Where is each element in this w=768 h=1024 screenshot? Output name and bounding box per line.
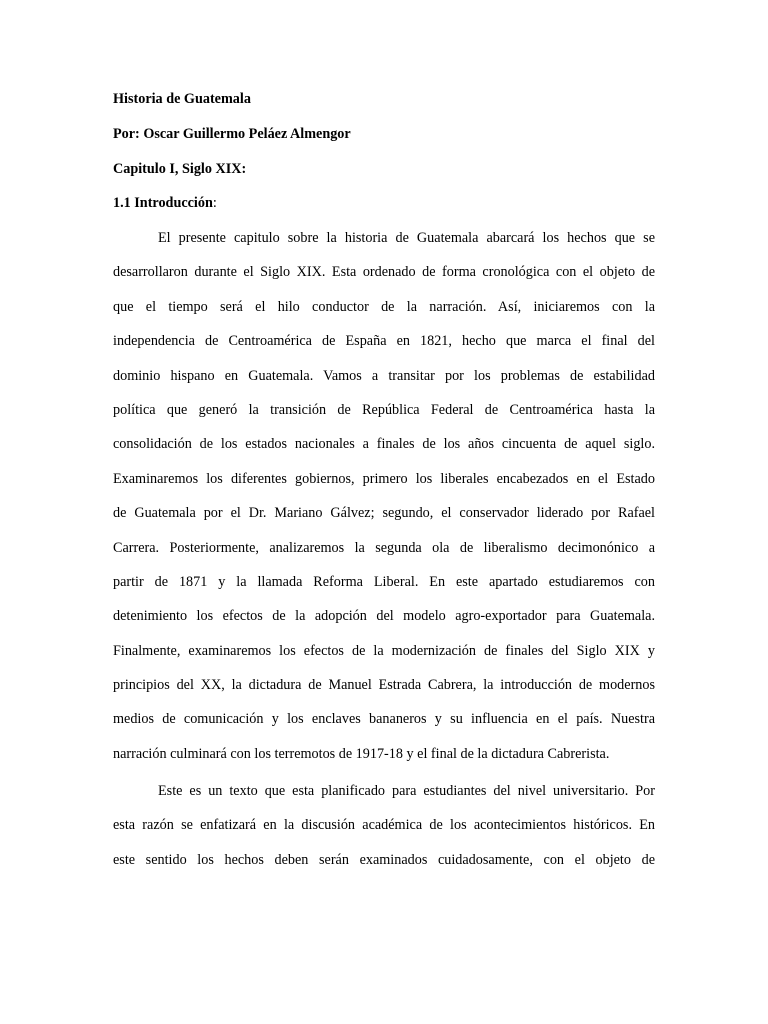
paragraph-line: que el tiempo será el hilo conductor de la narración. Así, iniciaremos con la <box>113 298 655 315</box>
paragraph-introduction <box>113 221 655 771</box>
paragraph-line: narración culminará con los terremotos de 1917-18 y el final de la dictadura Cabrerista. <box>113 745 610 762</box>
section-heading-colon: : <box>212 195 217 211</box>
chapter-heading: Capitulo I, Siglo XIX: <box>113 161 247 177</box>
paragraph-line: consolidación de los estados nacionales a finales de los años cincuenta de aquel siglo. <box>113 436 655 453</box>
section-heading-text: 1.1 Introducción <box>113 195 213 211</box>
paragraph-line: medios de comunicación y los enclaves bananeros y su influencia en el país. Nuestra <box>113 711 655 728</box>
paragraph-line: esta razón se enfatizará en la discusión académica de los acontecimientos históricos. En <box>113 817 655 834</box>
section-heading <box>113 193 217 213</box>
paragraph-audience <box>113 774 655 877</box>
paragraph-line: El presente capitulo sobre la historia de Guatemala abarcará los hechos que se <box>158 230 655 246</box>
paragraph-line: política que generó la transición de República Federal de Centroamérica hasta la <box>113 401 655 418</box>
paragraph-line: independencia de Centroamérica de España en 1821, hecho que marca el final del <box>113 333 655 350</box>
paragraph-line: detenimiento los efectos de la adopción del modelo agro-exportador para Guatemala. <box>113 608 655 625</box>
paragraph-line: principios del XX, la dictadura de Manuel Estrada Cabrera, la introducción de modernos <box>113 677 655 694</box>
paragraph-line: desarrollaron durante el Siglo XIX. Esta ordenado de forma cronológica con el objeto de <box>113 264 655 281</box>
paragraph-line: Examinaremos los diferentes gobiernos, primero los liberales encabezados en el Estado <box>113 470 655 487</box>
author-line: Por: Oscar Guillermo Peláez Almengor <box>113 126 351 142</box>
paragraph-line: Este es un texto que esta planificado para estudiantes del nivel universitario. Por <box>158 783 655 799</box>
document-title: Historia de Guatemala <box>113 91 251 107</box>
paragraph-line: dominio hispano en Guatemala. Vamos a transitar por los problemas de estabilidad <box>113 367 655 384</box>
paragraph-line: de Guatemala por el Dr. Mariano Gálvez; segundo, el conservador liderado por Rafael <box>113 505 655 522</box>
paragraph-line: Finalmente, examinaremos los efectos de la modernización de finales del Siglo XIX y <box>113 642 655 659</box>
paragraph-line: este sentido los hechos deben serán examinados cuidadosamente, con el objeto de <box>113 851 655 868</box>
paragraph-line: Carrera. Posteriormente, analizaremos la segunda ola de liberalismo decimonónico a <box>113 539 655 556</box>
paragraph-line: partir de 1871 y la llamada Reforma Liberal. En este apartado estudiaremos con <box>113 573 655 590</box>
